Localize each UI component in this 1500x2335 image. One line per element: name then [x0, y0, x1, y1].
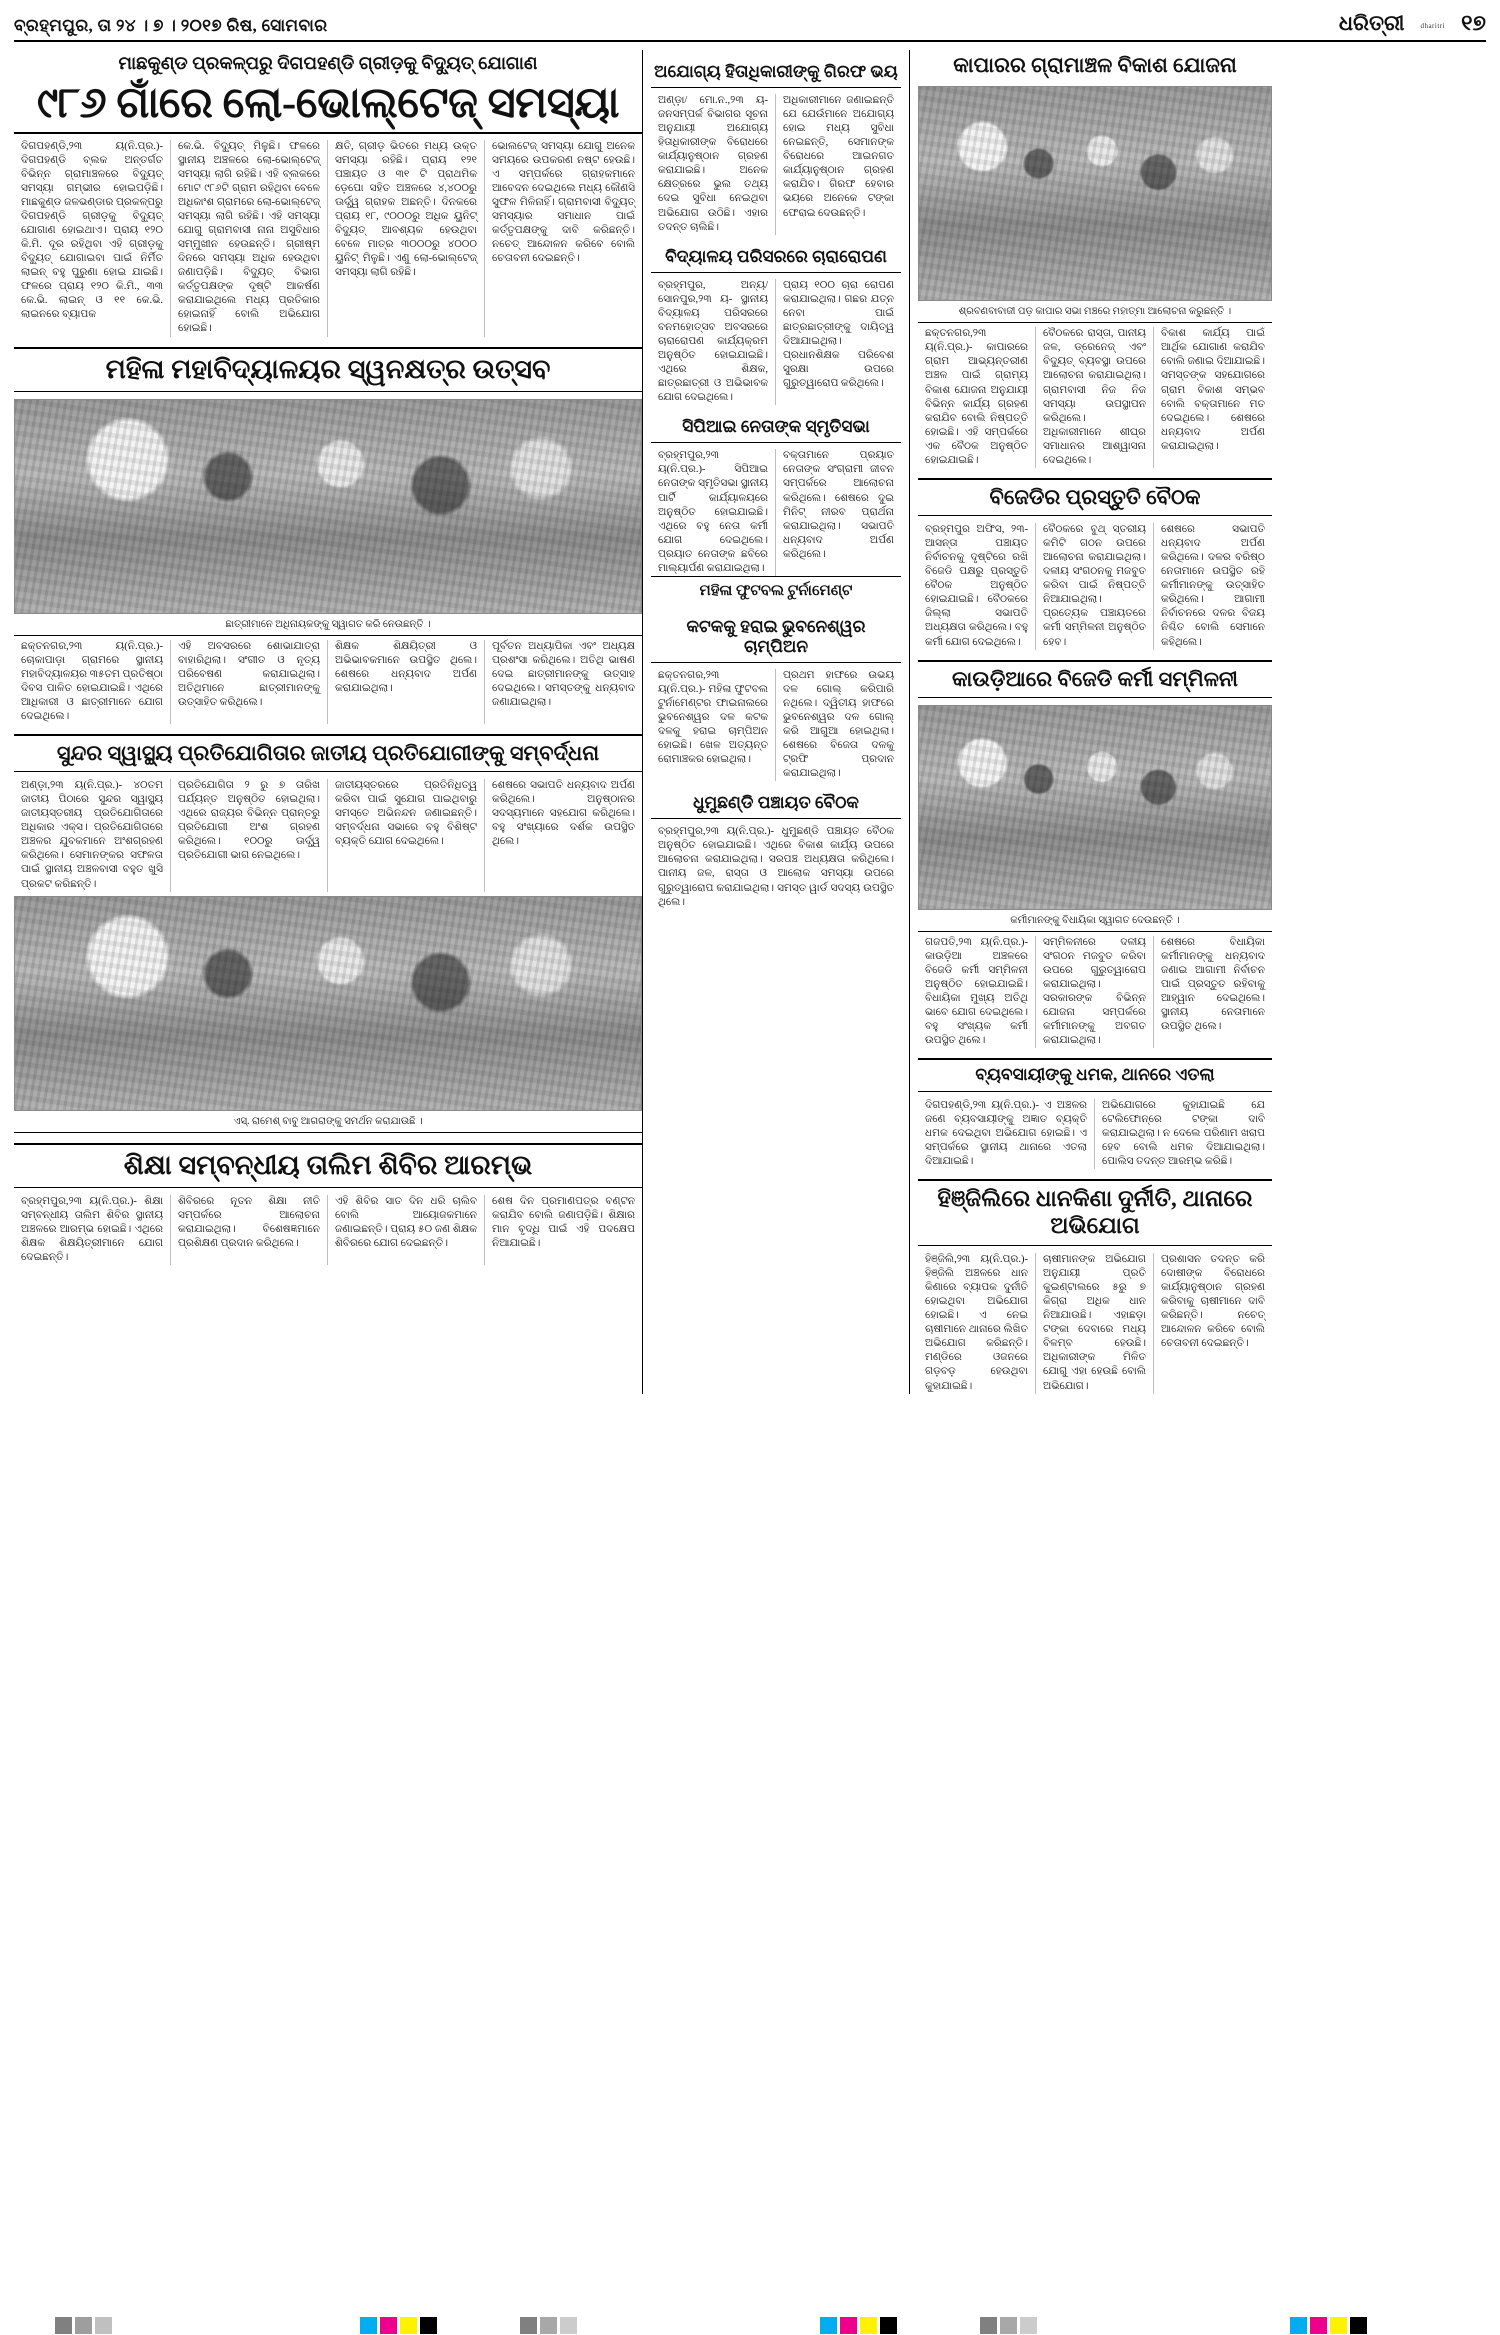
- rural-dev-photo: [918, 86, 1272, 301]
- column: ଜାତୀୟସ୍ତରରେ ପ୍ରତିନିଧିତ୍ୱ କରିବା ପାଇଁ ସୁଯୋଗ ପାଇଥିବାରୁ ସମସ୍ତେ ଅଭିନନ୍ଦନ ଜଣାଇଛନ୍ତି। ସମ୍ବର୍ଦ୍ଧନା ସଭାରେ ବହୁ ବିଶିଷ୍ଟ ବ୍ୟକ୍ତି ଯୋଗ ଦେଇଥିଲେ।: [328, 779, 485, 892]
- column: ଭୋଲଟେଜ୍ ସମସ୍ୟା ଯୋଗୁ ଅନେକ ସମୟରେ ଉପକରଣ ନଷ୍ଟ ହେଉଛି। ଏ ସମ୍ପର୍କରେ ଗ୍ରାହକମାନେ ଆବେଦନ ଦେଇଥିଲେ ମଧ୍ୟ କୌଣସି ସୁଫଳ ମିଳିନାହିଁ। ଗ୍ରାମବାସୀ ବିଦ୍ୟୁତ୍ ସମସ୍ୟାର ସମାଧାନ ପାଇଁ କର୍ତ୍ତୃପକ୍ଷଙ୍କୁ ଦାବି କରିଛନ୍ତି। ନଚେତ୍ ଆନ୍ଦୋଳନ କରିବେ ବୋଲି ଚେତାବନୀ ଦେଇଛନ୍ତି।: [492, 140, 635, 265]
- color-swatch-group: [360, 2315, 440, 2335]
- article-training-camp: [14, 1143, 642, 1265]
- color-swatch: [880, 2317, 897, 2334]
- column: ବ୍ରହ୍ମପୁର,୨୩ ୟ(ନି.ପ୍ର.)- ଶିକ୍ଷା ସମ୍ବନ୍ଧୀୟ ତାଲିମ ଶିବିର ସ୍ଥାନୀୟ ଅଞ୍ଚଳରେ ଆରମ୍ଭ ହୋଇଛି। ଏଥିରେ ଶିକ୍ଷକ ଶିକ୍ଷୟିତ୍ରୀମାନେ ଯୋଗ ଦେଇଛନ୍ତି।: [14, 1195, 171, 1265]
- article-arrest: [651, 58, 901, 235]
- football-body: [651, 669, 901, 782]
- column: ଅଣ୍ଡ଼ା,୨୩ ୟ(ନି.ପ୍ର.)- ୪୦ତମ ଜାତୀୟ ପିଠାରେ ସୁନ୍ଦର ସ୍ୱାସ୍ଥ୍ୟ ଜାତୀୟସ୍ତରୀୟ ପ୍ରତିଯୋଗିତାରେ ଅଧିକାର ଏକ୍ସ। ପ୍ରତିଯୋଗିତାରେ ଅଞ୍ଚଳର ଯୁବକମାନେ ଅଂଶଗ୍ରହଣ କରିଥିଲେ। ସେମାନଙ୍କର ସଫଳତା ପାଇଁ ସ୍ଥାନୀୟ ଅଞ୍ଚଳବାସୀ ବହୁତ ଖୁସି ପ୍ରକଟ କରିଛନ୍ତି।: [14, 779, 171, 892]
- lead-body: [14, 140, 642, 337]
- column: ଏହି ଅବସରରେ ଶୋଭାଯାତ୍ରା ବାହାରିଥିଲା। ସଂଗୀତ ଓ ନୃତ୍ୟ ପରିବେଷଣ କରାଯାଇଥିଲା। ଅତିଥିମାନେ ଛାତ୍ରୀମାନଙ୍କୁ ଉତ୍ସାହିତ କରିଥିଲେ।: [171, 640, 328, 724]
- color-swatch: [980, 2317, 997, 2334]
- column: ପ୍ରତିଯୋଗିତା ୨ ରୁ ୭ ତାରିଖ ପର୍ଯ୍ୟନ୍ତ ଅନୁଷ୍ଠିତ ହୋଇଥିଲା। ଏଥିରେ ରାଜ୍ୟର ବିଭିନ୍ନ ପ୍ରାନ୍ତରୁ ପ୍ରତିଯୋଗୀ ଅଂଶ ଗ୍ରହଣ କରିଥିଲେ। ୧୦୦ରୁ ଊର୍ଦ୍ଧ୍ୱ ପ୍ରତିଯୋଗୀ ଭାଗ ନେଇଥିଲେ।: [171, 779, 328, 892]
- column: ଚାଷୀମାନଙ୍କ ଅଭିଯୋଗ ଅନୁଯାୟୀ ପ୍ରତି କୁଇଣ୍ଟାଲରେ ୫ରୁ ୭ କିଗ୍ରା ଅଧିକ ଧାନ ନିଆଯାଉଛି। ଏହାଛଡ଼ା ଟଙ୍କା ଦେବାରେ ମଧ୍ୟ ବିଳମ୍ବ ହେଉଛି। ଅଧିକାରୀଙ୍କ ମିଳିତ ଯୋଗୁ ଏହା ହେଉଛି ବୋଲି ଅଭିଯୋଗ।: [1036, 1253, 1154, 1394]
- sports-felicitation-headline: ସୁନ୍ଦର ସ୍ୱାସ୍ଥ୍ୟ ପ୍ରତିଯୋଗିତାର ଜାତୀୟ ପ୍ରତିଯୋଗୀଙ୍କୁ ସମ୍ବର୍ଦ୍ଧନା: [14, 734, 642, 772]
- color-swatch: [95, 2317, 112, 2334]
- color-swatch: [820, 2317, 837, 2334]
- bjd-workers-caption: କର୍ମୀମାନଙ୍କୁ ବିଧାୟିକା ସ୍ୱାଗତ ଦେଉଛନ୍ତି ।: [918, 912, 1272, 932]
- column: ଛକ୍ତନଗର,୨୩ ୟ(ନି.ପ୍ର.)- କାପାରରେ ଗ୍ରାମ ଆଭ୍ୟନ୍ତରୀଣ ଅଞ୍ଚଳ ପାଇଁ ଗ୍ରାମ୍ୟ ବିକାଶ ଯୋଜନା ଅନୁଯାୟୀ ବିଭିନ୍ନ କାର୍ଯ୍ୟ ଗ୍ରହଣ କରାଯିବ ବୋଲି ନିଷ୍ପତ୍ତି ହୋଇଛି। ଏହି ସମ୍ପର୍କରେ ଏକ ବୈଠକ ଅନୁଷ୍ଠିତ ହୋଇଯାଇଛି।: [918, 327, 1036, 468]
- column: ଦିଗପହଣ୍ଡି,୨୩ ୟ(ନି.ପ୍ର.)- ଏ ଅଞ୍ଚଳର ଜଣେ ବ୍ୟବସାୟୀଙ୍କୁ ଅଜ୍ଞାତ ବ୍ୟକ୍ତି ଧମକ ଦେଇଥିବା ଅଭିଯୋଗ ହୋଇଛି। ଏ ସମ୍ପର୍କରେ ସ୍ଥାନୀୟ ଥାନାରେ ଏତଲା ଦିଆଯାଇଛି।: [918, 1099, 1095, 1169]
- column: ପ୍ରାୟ ୧୦୦ ଚାରା ରୋପଣ କରାଯାଇଥିଲା। ଗଛର ଯତ୍ନ ନେବା ପାଇଁ ଛାତ୍ରଛାତ୍ରୀଙ୍କୁ ଦାୟିତ୍ୱ ଦିଆଯାଇଥିଲା। ପ୍ରଧାନଶିକ୍ଷକ ପରିବେଶ ସୁରକ୍ଷା ଉପରେ ଗୁରୁତ୍ୱାରୋପ କରିଥିଲେ।: [783, 279, 894, 390]
- column: ଦିଗପହଣ୍ଡି,୨୩ ୟ(ନି.ପ୍ର.)- ଦିଗପହଣ୍ଡି ବ୍ଲକ ଅନ୍ତର୍ଗତ ବିଭିନ୍ନ ଗ୍ରାମାଞ୍ଚଳରେ ବିଦ୍ୟୁତ୍ ସମସ୍ୟା ଗମ୍ଭୀର ହୋଇପଡ଼ିଛି। ମାଛକୁଣ୍ଡ ଜଳଭଣ୍ଡାର ପ୍ରକଳ୍ପରୁ ଦିଗପହଣ୍ଡି ଗ୍ରୀଡ଼କୁ ବିଦ୍ୟୁତ୍ ଯୋଗାଣ ହୋଇଥାଏ। ପ୍ରାୟ ୧୨୦ କି.ମି. ଦୂର ରହିଥିବା ଏହି ଗ୍ରୀଡ଼କୁ ବିଦ୍ୟୁତ୍ ଯୋଗାଇବା ପାଇଁ ନିର୍ମିତ ଲାଇନ୍ ବହୁ ପୁରୁଣା ହୋଇ ଯାଇଛି। ଫଳରେ ପ୍ରାୟ ୧୨୦ କି.ମି., ୩୩ କେ.ଭି. ଲାଇନ୍ ଓ ୧୧ କେ.ଭି. ଲାଇନରେ ବ୍ୟାପକ: [14, 140, 171, 337]
- column: ଗଜପତି,୨୩ ୟ(ନି.ପ୍ର.)- କାଉଡ଼ିଆ ଅଞ୍ଚଳରେ ବିଜେଡି କର୍ମୀ ସମ୍ମିଳନୀ ଅନୁଷ୍ଠିତ ହୋଇଯାଇଛି। ବିଧାୟିକା ମୁଖ୍ୟ ଅତିଥି ଭାବେ ଯୋଗ ଦେଇଥିଲେ। ବହୁ ସଂଖ୍ୟକ କର୍ମୀ ଉପସ୍ଥିତ ଥିଲେ।: [918, 936, 1036, 1049]
- color-swatch: [360, 2317, 377, 2334]
- page-content: [14, 50, 1486, 1394]
- color-swatch: [400, 2317, 417, 2334]
- article-football: [651, 576, 901, 781]
- color-swatch: [1350, 2317, 1367, 2334]
- column: ଛକ୍ତନଗର,୨୩ ୟ(ନି.ପ୍ର.)- ଚୋକାପାଡ଼ା ଗ୍ରାମରେ ସ୍ଥାନୀୟ ମହାବିଦ୍ୟାଳୟର ୩୫ତମ ପ୍ରତିଷ୍ଠା ଦିବସ ପାଳିତ ହୋଇଯାଇଛି। ଏଥିରେ ଆଧିକାରୀ ଓ ଛାତ୍ରୀମାନେ ଯୋଗ ଦେଇଥିଲେ।: [14, 640, 171, 724]
- rural-dev-body: [918, 327, 1272, 468]
- bjd-workers-photo-wrap: [918, 705, 1272, 910]
- bjd-prep-headline: ବିଜେଡିର ପ୍ରସ୍ତୁତି ବୈଠକ: [918, 478, 1272, 516]
- color-swatch: [55, 2317, 72, 2334]
- rural-dev-photo-wrap: [918, 86, 1272, 301]
- column: ଅଣ୍ଡ଼ା/ ମୋ.ନ.,୨୩ ୟ- ଜନସମ୍ପର୍କ ବିଭାଗର ସୂଚନା ଅନୁଯାୟୀ ଅଯୋଗ୍ୟ ହିତାଧିକାରୀଙ୍କ ବିରୋଧରେ କାର୍ଯ୍ୟାନୁଷ୍ଠାନ ଗ୍ରହଣ କରାଯାଇଛି। ଅନେକ କ୍ଷେତ୍ରରେ ଭୁଲ ତଥ୍ୟ ଦେଇ ସୁବିଧା ନେଇଥିବା ଅଭିଯୋଗ ଉଠିଛି। ଏହାର ତଦନ୍ତ ଚାଲିଛି।: [651, 94, 776, 235]
- arrest-headline: ଅଯୋଗ୍ୟ ହିତାଧିକାରୀଙ୍କୁ ଗିରଫ ଭୟ: [651, 58, 901, 88]
- column: ଏହି ଶିବିର ସାତ ଦିନ ଧରି ଚାଲିବ ବୋଲି ଆୟୋଜକମାନେ ଜଣାଇଛନ୍ତି। ପ୍ରାୟ ୫୦ ଜଣ ଶିକ୍ଷକ ଶିବିରରେ ଯୋଗ ଦେଇଛନ୍ତି।: [328, 1195, 485, 1265]
- column: କ୍ଷତି, ଗ୍ରୀଡ଼ ଭିତରେ ମଧ୍ୟ ଉକ୍ତ ସମସ୍ୟା ରହିଛି। ପ୍ରାୟ ୧୨୧ ପଞ୍ଚାୟତ ଓ ୩୧ ଟି ପ୍ରାଥମିକ ଡ଼େପୋ ସହିତ ଅଞ୍ଚଳରେ ୪,୪୦୦ରୁ ଊର୍ଦ୍ଧ୍ୱ ଗ୍ରାହକ ଅଛନ୍ତି। ଦିନକରେ ପ୍ରାୟ ୧୮, ୯୦୦୦ରୁ ଅଧିକ ୟୁନିଟ୍ ବିଦ୍ୟୁତ୍ ଆବଶ୍ୟକ ହେଉଥିବା ବେଳେ ମାତ୍ର ୩୦୦୦ରୁ ୪୦୦୦ ୟୁନିଟ୍ ମିଳୁଛି। ଏଣୁ ଲୋ-ଭୋଲ୍‌ଟେଜ୍ ସମସ୍ୟା ଲାଗି ରହିଛି।: [328, 140, 485, 337]
- college-fest-photo-wrap: [14, 399, 642, 614]
- rural-dev-caption: ଶ୍ରବଣବାବାଜୀ ପଡ଼ କାପାର ସଭା ମଞ୍ଚରେ ମହାତ୍ମା ଆଲୋଚନା କରୁଛନ୍ତି ।: [918, 303, 1272, 323]
- training-camp-body: [14, 1195, 642, 1265]
- left-zone: [14, 50, 642, 1394]
- color-swatch: [1290, 2317, 1307, 2334]
- college-fest-body: [14, 640, 642, 724]
- paper-name: ଧରିତ୍ରୀ: [1338, 11, 1405, 35]
- masthead: [14, 10, 1486, 42]
- column: ବ୍ରହ୍ମପୁର,୨୩ ୟ(ନି.ପ୍ର.)- ଧୁମୁଛଣ୍ଡି ପଞ୍ଚାୟତ ବୈଠକ ଅନୁଷ୍ଠିତ ହୋଇଯାଇଛି। ଏଥିରେ ବିକାଶ କାର୍ଯ୍ୟ ଉପରେ ଆଲୋଚନା କରାଯାଇଥିଲା। ସରପଞ୍ଚ ଅଧ୍ୟକ୍ଷତା କରିଥିଲେ। ପାନୀୟ ଜଳ, ରାସ୍ତା ଓ ଆଲୋକ ସମସ୍ୟା ଉପରେ ଗୁରୁତ୍ୱାରୋପ କରାଯାଇଥିଲା। ସମସ୍ତ ୱାର୍ଡ ସଦସ୍ୟ ଉପସ୍ଥିତ ଥିଲେ।: [658, 826, 894, 908]
- masthead-brand: [1339, 10, 1486, 36]
- corruption-headline: ହିଞ୍ଜିଲିରେ ଧାନକିଣା ଦୁର୍ନୀତି, ଥାନାରେ ଅଭିଯୋଗ: [918, 1179, 1272, 1246]
- college-fest-headline: ମହିଳା ମହାବିଦ୍ୟାଳୟର ସ୍ୱନକ୍ଷତ୍ର ଉତ୍ସବ: [14, 347, 642, 392]
- training-camp-headline: ଶିକ୍ଷା ସମ୍ବନ୍ଧୀୟ ତାଲିମ ଶିବିର ଆରମ୍ଭ: [14, 1143, 642, 1188]
- article-threat: [918, 1058, 1272, 1169]
- column: ବ୍ରହ୍ମପୁର,୨୩ ୟ(ନି.ପ୍ର.)- ସିପିଆଇ ନେତାଙ୍କ ସ୍ମୃତିସଭା ସ୍ଥାନୀୟ ପାର୍ଟି କାର୍ଯ୍ୟାଳୟରେ ଅନୁଷ୍ଠିତ ହୋଇଯାଇଛି। ଏଥିରେ ବହୁ ନେତା କର୍ମୀ ଯୋଗ ଦେଇଥିଲେ। ପ୍ରୟାତ ନେତାଙ୍କ ଛବିରେ ମାଲ୍ୟାର୍ପଣ କରାଯାଇଥିଲା।: [651, 449, 776, 576]
- bjd-workers-body: [918, 936, 1272, 1049]
- column: ଛକ୍ତନଗର,୨୩ ୟ(ନି.ପ୍ର.)- ମହିଳା ଫୁଟବଲ ଟୁର୍ନାମେଣ୍ଟର ଫାଇନାଲରେ ଭୁବନେଶ୍ୱର ଦଳ କଟକ ଦଳକୁ ହରାଇ ଚାମ୍ପିଅନ ହୋଇଛି। ଖେଳ ଅତ୍ୟନ୍ତ ରୋମାଞ୍ଚକର ହୋଇଥିଲା।: [651, 669, 776, 782]
- panchayat-meeting-body: [651, 825, 901, 909]
- masthead-dateline: ବ୍ରହ୍ମପୁର, ତା ୨୪ । ୭ । ୨୦୧୭ ରିଷ, ସୋମବାର: [14, 16, 328, 35]
- color-swatch-group: [1290, 2315, 1370, 2335]
- article-bjd-workers: [918, 660, 1272, 1049]
- panchayat-meeting-headline: ଧୁମୁଛଣ୍ଡି ପଞ୍ଚାୟତ ବୈଠକ: [651, 789, 901, 819]
- color-swatch-group: [980, 2315, 1040, 2335]
- sports-felicitation-photo: [14, 896, 642, 1111]
- color-swatch: [860, 2317, 877, 2334]
- column: ଅଧିକାରୀମାନେ ଜଣାଇଛନ୍ତି ଯେ ଯେଉଁମାନେ ଅଯୋଗ୍ୟ ହୋଇ ମଧ୍ୟ ସୁବିଧା ନେଇଛନ୍ତି, ସେମାନଙ୍କ ବିରୋଧରେ ଆଇନଗତ କାର୍ଯ୍ୟାନୁଷ୍ଠାନ ଗ୍ରହଣ କରାଯିବ। ଗିରଫ ହେବାର ଭୟରେ ଅନେକେ ଟଙ୍କା ଫେରାଇ ଦେଉଛନ୍ତି।: [783, 95, 894, 219]
- column: ଶେଷରେ ବିଧାୟିକା କର୍ମୀମାନଙ୍କୁ ଧନ୍ୟବାଦ ଜଣାଇ ଆଗାମୀ ନିର୍ବାଚନ ପାଇଁ ପ୍ରସ୍ତୁତ ରହିବାକୁ ଆହ୍ୱାନ ଦେଇଥିଲେ। ସ୍ଥାନୀୟ ନେତାମାନେ ଉପସ୍ଥିତ ଥିଲେ।: [1160, 936, 1265, 1033]
- column: ଶେଷ ଦିନ ପ୍ରମାଣପତ୍ର ବଣ୍ଟନ କରାଯିବ ବୋଲି ଜଣାପଡ଼ିଛି। ଶିକ୍ଷାର ମାନ ବୃଦ୍ଧି ପାଇଁ ଏହି ପଦକ୍ଷେପ ନିଆଯାଇଛି।: [492, 1195, 635, 1249]
- sports-felicitation-caption: ଏସ୍. ରାମେଶ୍ ବାବୁ ଆଗରାଙ୍କୁ ସମର୍ଥନ କରାଯାଉଛି ।: [14, 1113, 642, 1133]
- column: ବୈଠକରେ ରାସ୍ତା, ପାନୀୟ ଜଳ, ଡ୍ରେନେଜ୍ ଏବଂ ବିଦ୍ୟୁତ୍ ବ୍ୟବସ୍ଥା ଉପରେ ଆଲୋଚନା କରାଯାଇଥିଲା। ଗ୍ରାମବାସୀ ନିଜ ନିଜ ସମସ୍ୟା ଉପସ୍ଥାପନ କରିଥିଲେ। ଅଧିକାରୀମାନେ ଶୀଘ୍ର ସମାଧାନର ଆଶ୍ୱାସନା ଦେଇଥିଲେ।: [1036, 327, 1154, 468]
- column: ପ୍ରଶାସନ ତଦନ୍ତ କରି ଦୋଷୀଙ୍କ ବିରୋଧରେ କାର୍ଯ୍ୟାନୁଷ୍ଠାନ ଗ୍ରହଣ କରିବାକୁ ଚାଷୀମାନେ ଦାବି କରିଛନ୍ତି। ନଚେତ୍ ଆନ୍ଦୋଳନ କରିବେ ବୋଲି ଚେତାବନୀ ଦେଇଛନ୍ତି।: [1160, 1253, 1265, 1350]
- color-swatch-group: [55, 2315, 115, 2335]
- column: ଅଭିଯୋଗରେ କୁହାଯାଇଛି ଯେ ଟେଲିଫୋନ୍‌ରେ ଟଙ୍କା ଦାବି କରାଯାଇଥିଲା। ନ ଦେଲେ ପରିଣାମ ଖରାପ ହେବ ବୋଲି ଧମକ ଦିଆଯାଇଥିଲା। ପୋଲିସ ତଦନ୍ତ ଆରମ୍ଭ କରିଛି।: [1102, 1099, 1265, 1168]
- football-kicker: ମହିଳା ଫୁଟବଲ ଟୁର୍ନାମେଣ୍ଟ: [651, 576, 901, 605]
- cpi-meeting-body: [651, 449, 901, 576]
- bjd-workers-photo: [918, 705, 1272, 910]
- column: ପୂର୍ବତନ ଅଧ୍ୟାପିକା ଏବଂ ଅଧ୍ୟକ୍ଷ ପ୍ରଶଂସା କରିଥିଲେ। ଅତିଥି ଭାଷଣ ଦେଇ ଛାତ୍ରୀମାନଙ୍କୁ ଉତ୍ସାହ ଦେଇଥିଲେ। ସମସ୍ତଙ୍କୁ ଧନ୍ୟବାଦ ଜଣାଯାଇଥିଲା।: [492, 640, 635, 708]
- color-swatch: [560, 2317, 577, 2334]
- college-fest-caption: ଛାତ୍ରୀମାନେ ଅଧିନାୟକଙ୍କୁ ସ୍ୱାଗତ କରି ନେଉଛନ୍ତି ।: [14, 616, 642, 636]
- article-lead: [14, 50, 642, 337]
- right-zone: [909, 50, 1280, 1394]
- column: ଶିବିରରେ ନୂତନ ଶିକ୍ଷା ନୀତି ସମ୍ପର୍କରେ ଆଲୋଚନା କରାଯାଇଥିଲା। ବିଶେଷଜ୍ଞମାନେ ପ୍ରଶିକ୍ଷଣ ପ୍ରଦାନ କରିଥିଲେ।: [171, 1195, 328, 1265]
- threat-body: [918, 1099, 1272, 1169]
- column: ଶେଷରେ ସଭାପତି ଧନ୍ୟବାଦ ଅର୍ପଣ କରିଥିଲେ। ଦଳର ବରିଷ୍ଠ ନେତାମାନେ ଉପସ୍ଥିତ ରହି କର୍ମୀମାନଙ୍କୁ ଉତ୍ସାହିତ କରିଥିଲେ। ଆଗାମୀ ନିର୍ବାଚନରେ ଦଳର ବିଜୟ ନିଶ୍ଚିତ ବୋଲି ସେମାନେ କହିଥିଲେ।: [1160, 524, 1265, 648]
- bjd-workers-headline: କାଉଡ଼ିଆରେ ବିଜେଡି କର୍ମୀ ସମ୍ମିଳନୀ: [918, 660, 1272, 698]
- page-number: ୧୭: [1461, 10, 1486, 35]
- column: ସମ୍ମିଳନୀରେ ଦଳୀୟ ସଂଗଠନ ମଜବୁତ କରିବା ଉପରେ ଗୁରୁତ୍ୱାରୋପ କରାଯାଇଥିଲା। ସରକାରଙ୍କ ବିଭିନ୍ନ ଯୋଜନା ସମ୍ପର୍କରେ କର୍ମୀମାନଙ୍କୁ ଅବଗତ କରାଯାଇଥିଲା।: [1036, 936, 1154, 1049]
- color-swatch-group: [520, 2315, 580, 2335]
- color-swatch: [1000, 2317, 1017, 2334]
- column: ହିଞ୍ଜିଲି,୨୩ ୟ(ନି.ପ୍ର.)- ହିଞ୍ଜିଲି ଅଞ୍ଚଳରେ ଧାନ କିଣାରେ ବ୍ୟାପକ ଦୁର୍ନୀତି ହୋଇଥିବା ଅଭିଯୋଗ ହୋଇଛି। ଏ ନେଇ ଚାଷୀମାନେ ଥାନାରେ ଲିଖିତ ଅଭିଯୋଗ କରିଛନ୍ତି। ମଣ୍ଡିରେ ଓଜନରେ ଗଡ଼ବଡ଼ ହେଉଥିବା କୁହାଯାଇଛି।: [918, 1253, 1036, 1394]
- bjd-prep-body: [918, 523, 1272, 650]
- color-swatch: [520, 2317, 537, 2334]
- column: ଶେଷରେ ସଭାପତି ଧନ୍ୟବାଦ ଅର୍ପଣ କରିଥିଲେ। ଅନୁଷ୍ଠାନର ସଦସ୍ୟମାନେ ସହଯୋଗ କରିଥିଲେ। ବହୁ ସଂଖ୍ୟାରେ ଦର୍ଶକ ଉପସ୍ଥିତ ଥିଲେ।: [492, 780, 635, 848]
- article-sports-felicitation: [14, 734, 642, 1133]
- column: ବ୍ରହ୍ମପୁର, ଅନ୍ୟ/ସୋନପୁର,୨୩ ୟ- ସ୍ଥାନୀୟ ବିଦ୍ୟାଳୟ ପରିସରରେ ବନମହୋତ୍ସବ ଅବସରରେ ଚାରାରୋପଣ କାର୍ଯ୍ୟକ୍ରମ ଅନୁଷ୍ଠିତ ହୋଇଯାଇଛି। ଏଥିରେ ଶିକ୍ଷକ, ଛାତ୍ରଛାତ୍ରୀ ଓ ଅଭିଭାବକ ଯୋଗ ଦେଇଥିଲେ।: [651, 279, 776, 406]
- color-swatch: [1310, 2317, 1327, 2334]
- college-fest-photo: [14, 399, 642, 614]
- column: କେ.ଭି. ବିଦ୍ୟୁତ୍ ମିଳୁଛି। ଫଳରେ ସ୍ଥାନୀୟ ଅଞ୍ଚଳରେ ଲୋ-ଭୋଲ୍‌ଟେଜ୍ ସମସ୍ୟା ଲାଗି ରହିଛି। ଏହି ବ୍ଲକରେ ମୋଟ ୯୮୬ଟି ଗ୍ରାମ ରହିଥିବା ବେଳେ ଅଧିକାଂଶ ଗ୍ରାମରେ ଲୋ-ଭୋଲ୍‌ଟେଜ୍ ସମସ୍ୟା ଲାଗି ରହିଛି। ଏହି ସମସ୍ୟା ଯୋଗୁ ଗ୍ରାମବାସୀ ନାନା ଅସୁବିଧାର ସମ୍ମୁଖୀନ ହେଉଛନ୍ତି। ଗ୍ରୀଷ୍ମ ଦିନରେ ସମସ୍ୟା ଅଧିକ ହେଉଥିବା ଜଣାପଡ଼ିଛି। ବିଦ୍ୟୁତ୍ ବିଭାଗ କର୍ତ୍ତୃପକ୍ଷଙ୍କ ଦୃଷ୍ଟି ଆକର୍ଷଣ କରାଯାଇଥିଲେ ମଧ୍ୟ ପ୍ରତିକାର ହୋଇନାହିଁ ବୋଲି ଅଭିଯୋଗ ହୋଇଛି।: [171, 140, 328, 337]
- column: ବକ୍ତାମାନେ ପ୍ରୟାତ ନେତାଙ୍କ ସଂଗ୍ରାମୀ ଜୀବନ ସମ୍ପର୍କରେ ଆଲୋଚନା କରିଥିଲେ। ଶେଷରେ ଦୁଇ ମିନିଟ୍ ନୀରବ ପ୍ରାର୍ଥନା କରାଯାଇଥିଲା। ସଭାପତି ଧନ୍ୟବାଦ ଅର୍ପଣ କରିଥିଲେ।: [783, 450, 894, 560]
- column: ବ୍ରହ୍ମପୁର ଅଫିସ, ୨୩- ଆସନ୍ତା ପଞ୍ଚାୟତ ନିର୍ବାଚନକୁ ଦୃଷ୍ଟିରେ ରଖି ବିଜେଡି ପକ୍ଷରୁ ପ୍ରସ୍ତୁତି ବୈଠକ ଅନୁଷ୍ଠିତ ହୋଇଯାଇଛି। ବୈଠକରେ ଜିଲ୍ଲା ସଭାପତି ଅଧ୍ୟକ୍ଷତା କରିଥିଲେ। ବହୁ କର୍ମୀ ଯୋଗ ଦେଇଥିଲେ।: [918, 523, 1036, 650]
- color-swatch-group: [820, 2315, 900, 2335]
- arrest-body: [651, 94, 901, 235]
- threat-headline: ବ୍ୟବସାୟୀଙ୍କୁ ଧମକ, ଥାନରେ ଏତଲା: [918, 1058, 1272, 1092]
- article-bjd-prep: [918, 478, 1272, 650]
- football-headline: କଟକକୁ ହରାଇ ଭୁବନେଶ୍ୱର ଚାମ୍ପିଅନ: [651, 613, 901, 663]
- sports-felicitation-body: [14, 779, 642, 892]
- corruption-body: [918, 1253, 1272, 1394]
- article-corruption: [918, 1179, 1272, 1394]
- color-swatch: [420, 2317, 437, 2334]
- color-swatch: [1330, 2317, 1347, 2334]
- column: ଶିକ୍ଷକ ଶିକ୍ଷୟିତ୍ରୀ ଓ ଅଭିଭାବକମାନେ ଉପସ୍ଥିତ ଥିଲେ। ଶେଷରେ ଧନ୍ୟବାଦ ଅର୍ପଣ କରାଯାଇଥିଲା।: [328, 640, 485, 724]
- lead-kicker: ମାଛକୁଣ୍ଡ ପ୍ରକଳ୍ପରୁ ଦିଗପହଣ୍ଡି ଗ୍ରୀଡ଼କୁ ବିଦ୍ୟୁତ୍ ଯୋଗାଣ: [118, 53, 538, 73]
- middle-zone: [642, 50, 909, 1394]
- column: ବିକାଶ କାର୍ଯ୍ୟ ପାଇଁ ଆର୍ଥିକ ଯୋଗାଣ କରାଯିବ ବୋଲି ଜଣାଇ ଦିଆଯାଇଛି। ସମସ୍ତଙ୍କ ସହଯୋଗରେ ଗ୍ରାମ ବିକାଶ ସମ୍ଭବ ବୋଲି ବକ୍ତାମାନେ ମତ ଦେଇଥିଲେ। ଶେଷରେ ଧନ୍ୟବାଦ ଅର୍ପଣ କରାଯାଇଥିଲା।: [1160, 328, 1265, 452]
- color-swatch: [75, 2317, 92, 2334]
- paper-subtitle: dharitri: [1420, 22, 1446, 30]
- plantation-body: [651, 279, 901, 406]
- plantation-headline: ବିଦ୍ୟାଳୟ ପରିସରରେ ଚାରାରୋପଣ: [651, 243, 901, 273]
- cpi-meeting-headline: ସିପିଆଇ ନେତାଙ୍କ ସ୍ମୃତିସଭା: [651, 413, 901, 443]
- article-rural-dev: [918, 50, 1272, 468]
- lead-headline: ୯୮୬ ଗାଁରେ ଲୋ-ଭୋଲ୍‌ଟେଜ୍ ସମସ୍ୟା: [14, 79, 642, 134]
- article-college-fest: [14, 347, 642, 724]
- column: ପ୍ରଥମ ହାଫରେ ଉଭୟ ଦଳ ଗୋଲ୍ କରିପାରି ନଥିଲେ। ଦ୍ୱିତୀୟ ହାଫରେ ଭୁବନେଶ୍ୱର ଦଳ ଗୋଲ୍ କରି ଆଗୁଆ ହୋଇଥିଲା। ଶେଷରେ ବିଜେତା ଦଳକୁ ଟ୍ରଫି ପ୍ରଦାନ କରାଯାଇଥିଲା।: [783, 669, 894, 780]
- article-plantation: [651, 243, 901, 406]
- color-swatch: [1020, 2317, 1037, 2334]
- article-panchayat-meeting: [651, 789, 901, 909]
- color-swatch: [380, 2317, 397, 2334]
- color-calibration-bar: [0, 2315, 1500, 2335]
- color-swatch: [840, 2317, 857, 2334]
- article-cpi-meeting: [651, 413, 901, 576]
- color-swatch: [540, 2317, 557, 2334]
- rural-dev-headline: କାପାରର ଗ୍ରାମାଞ୍ଚଳ ବିକାଶ ଯୋଜନା: [953, 53, 1237, 77]
- column: ବୈଠକରେ ବୁଥ୍ ସ୍ତରୀୟ କମିଟି ଗଠନ ଉପରେ ଆଲୋଚନା କରାଯାଇଥିଲା। ଦଳୀୟ ସଂଗଠନକୁ ମଜବୁତ କରିବା ପାଇଁ ନିଷ୍ପତ୍ତି ନିଆଯାଇଥିଲା। ପ୍ରତ୍ୟେକ ପଞ୍ଚାୟତରେ କର୍ମୀ ସମ୍ମିଳନୀ ଅନୁଷ୍ଠିତ ହେବ।: [1036, 523, 1154, 650]
- sports-photo-wrap: [14, 896, 642, 1111]
